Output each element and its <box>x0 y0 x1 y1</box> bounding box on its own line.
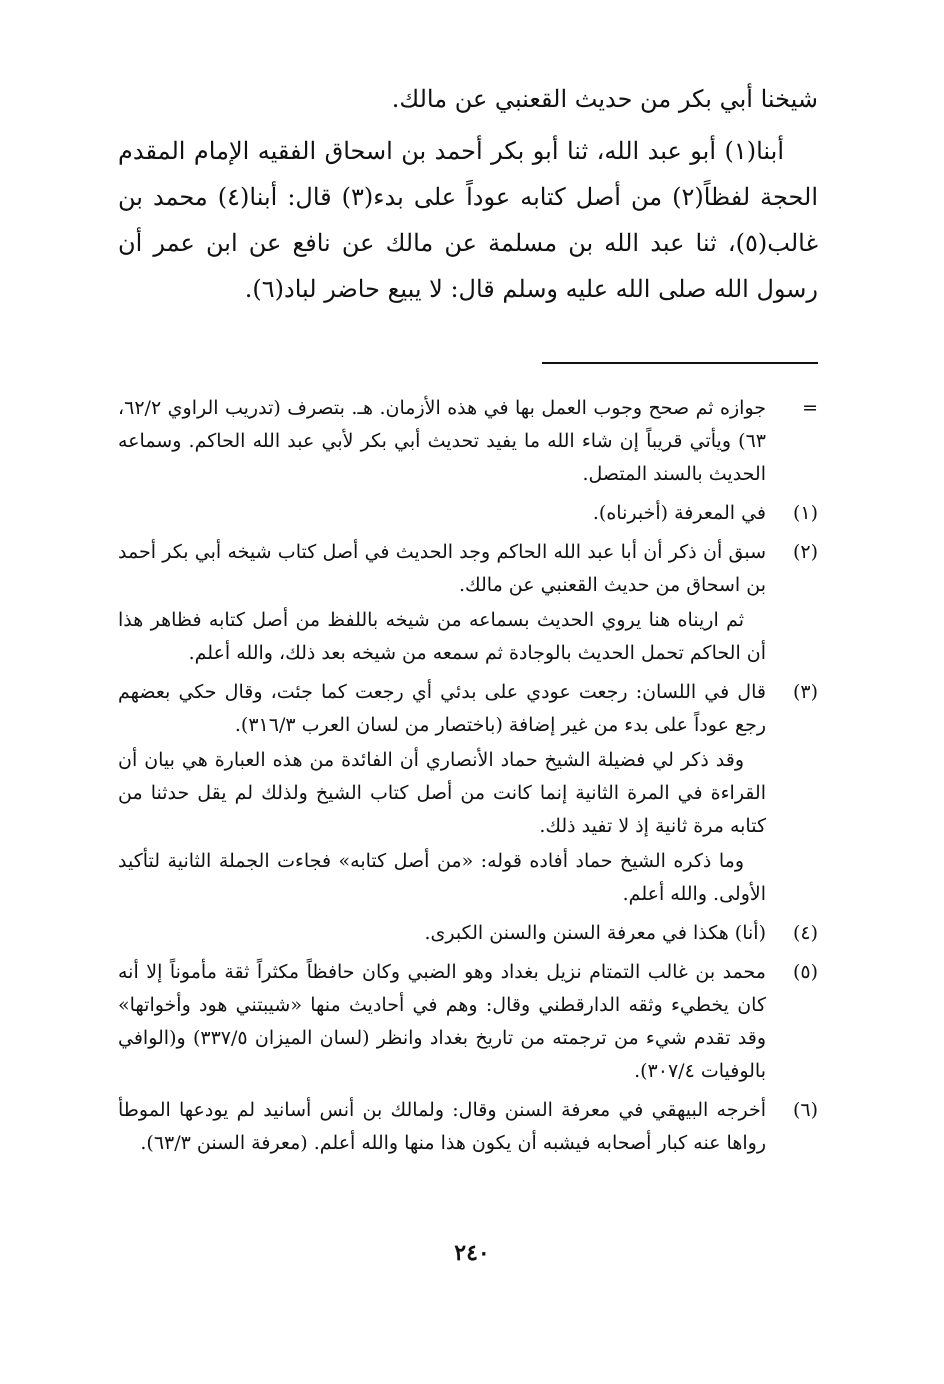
footnote-body <box>118 497 766 530</box>
footnote-paragraph: وما ذكره الشيخ حماد أفاده قوله: «من أصل كتابه» فجاءت الجملة الثانية لتأكيد الأولى. والله أعلم. <box>118 850 766 905</box>
footnote-paragraph: جوازه ثم صحح وجوب العمل بها في هذه الأزمان. هـ. بتصرف (تدريب الراوي ٦٢/٢، ٦٣) ويأتي قريباً إن شاء الله ما يفيد تحديث أبي بكر لأبي عبد الله الحاكم. وسماعه الحديث بالسند المتصل. <box>118 397 766 485</box>
main-text <box>118 76 818 318</box>
footnote-separator <box>542 362 818 364</box>
footnote-marker: (١) <box>792 502 818 524</box>
footnote-marker: (٤) <box>792 922 818 944</box>
footnote-continued <box>118 392 818 491</box>
main-paragraph-isnad: أبنا(١) أبو عبد الله، ثنا أبو بكر أحمد بن اسحاق الفقيه الإمام المقدم الحجة لفظاً(٢) من أصل كتابه عوداً على بدء(٣) قال: أبنا(٤) محمد بن غالب(٥)، ثنا عبد الله بن مسلمة عن مالك عن نافع عن ابن عمر أن رسول الله صلى الله عليه وسلم قال: لا يبيع حاضر لباد(٦). <box>118 137 819 303</box>
footnote-body <box>118 676 766 911</box>
footnote-3 <box>118 676 818 911</box>
main-paragraph-continuation: شيخنا أبي بكر من حديث القعنبي عن مالك. <box>391 85 818 113</box>
footnote-paragraph: ثم اريناه هنا يروي الحديث بسماعه من شيخه باللفظ من أصل كتابه فظاهر هذا أن الحاكم تحمل الحديث بالوجادة ثم سمعه من شيخه بعد ذلك، والله أعلم. <box>118 609 766 664</box>
footnote-marker: (٦) <box>792 1099 818 1121</box>
footnote-body <box>118 917 766 950</box>
footnote-body <box>118 536 766 670</box>
footnote-body <box>118 392 766 491</box>
footnote-paragraph: أخرجه البيهقي في معرفة السنن وقال: ولمالك بن أنس أسانيد لم يودعها الموطأ رواها عنه كبار أصحابه فيشبه أن يكون هذا منها والله أعلم. (معرفة السنن ٦٣/٣). <box>118 1099 766 1154</box>
footnote-paragraph: سبق أن ذكر أن أبا عبد الله الحاكم وجد الحديث في أصل كتاب شيخه أبي بكر أحمد بن اسحاق من حديث القعنبي عن مالك. <box>118 541 766 596</box>
footnote-marker: (٥) <box>792 961 818 983</box>
footnote-body <box>118 956 766 1088</box>
footnote-6 <box>118 1094 818 1160</box>
footnote-1 <box>118 497 818 530</box>
footnote-5 <box>118 956 818 1088</box>
footnote-body <box>118 1094 766 1160</box>
footnote-paragraph: محمد بن غالب التمتام نزيل بغداد وهو الضبي وكان حافظاً مكثراً ثقة مأموناً إلا أنه كان يخطيء وثقه الدارقطني وقال: وهم في أحاديث منها «شيبتني هود وأخواتها» وقد تقدم شيء من ترجمته من تاريخ بغداد وانظر (لسان الميزان ٣٣٧/٥) و(الوافي بالوفيات ٣٠٧/٤). <box>118 961 767 1082</box>
footnote-marker: (٣) <box>792 681 818 703</box>
footnote-4 <box>118 917 818 950</box>
footnote-paragraph: قال في اللسان: رجعت عودي على بدئي أي رجعت كما جئت، وقال حكي بعضهم رجع عوداً على بدء من غير إضافة (باختصار من لسان العرب ٣١٦/٣). <box>118 681 766 736</box>
footnote-marker: = <box>802 397 818 419</box>
footnote-paragraph: في المعرفة (أخبرناه). <box>592 502 766 524</box>
footnotes <box>118 392 818 1166</box>
page-number: ٢٤٠ <box>454 1240 490 1266</box>
footnote-2 <box>118 536 818 670</box>
footnote-marker: (٢) <box>792 541 818 563</box>
footnote-paragraph: وقد ذكر لي فضيلة الشيخ حماد الأنصاري أن الفائدة من هذه العبارة هي بيان أن القراءة في المرة الثانية إنما كانت من أصل كتاب الشيخ ولذلك لم يقل حدثنا من كتابه مرة ثانية إذ لا تفيد ذلك. <box>118 749 766 837</box>
footnote-paragraph: (أنا) هكذا في معرفة السنن والسنن الكبرى. <box>424 922 766 944</box>
